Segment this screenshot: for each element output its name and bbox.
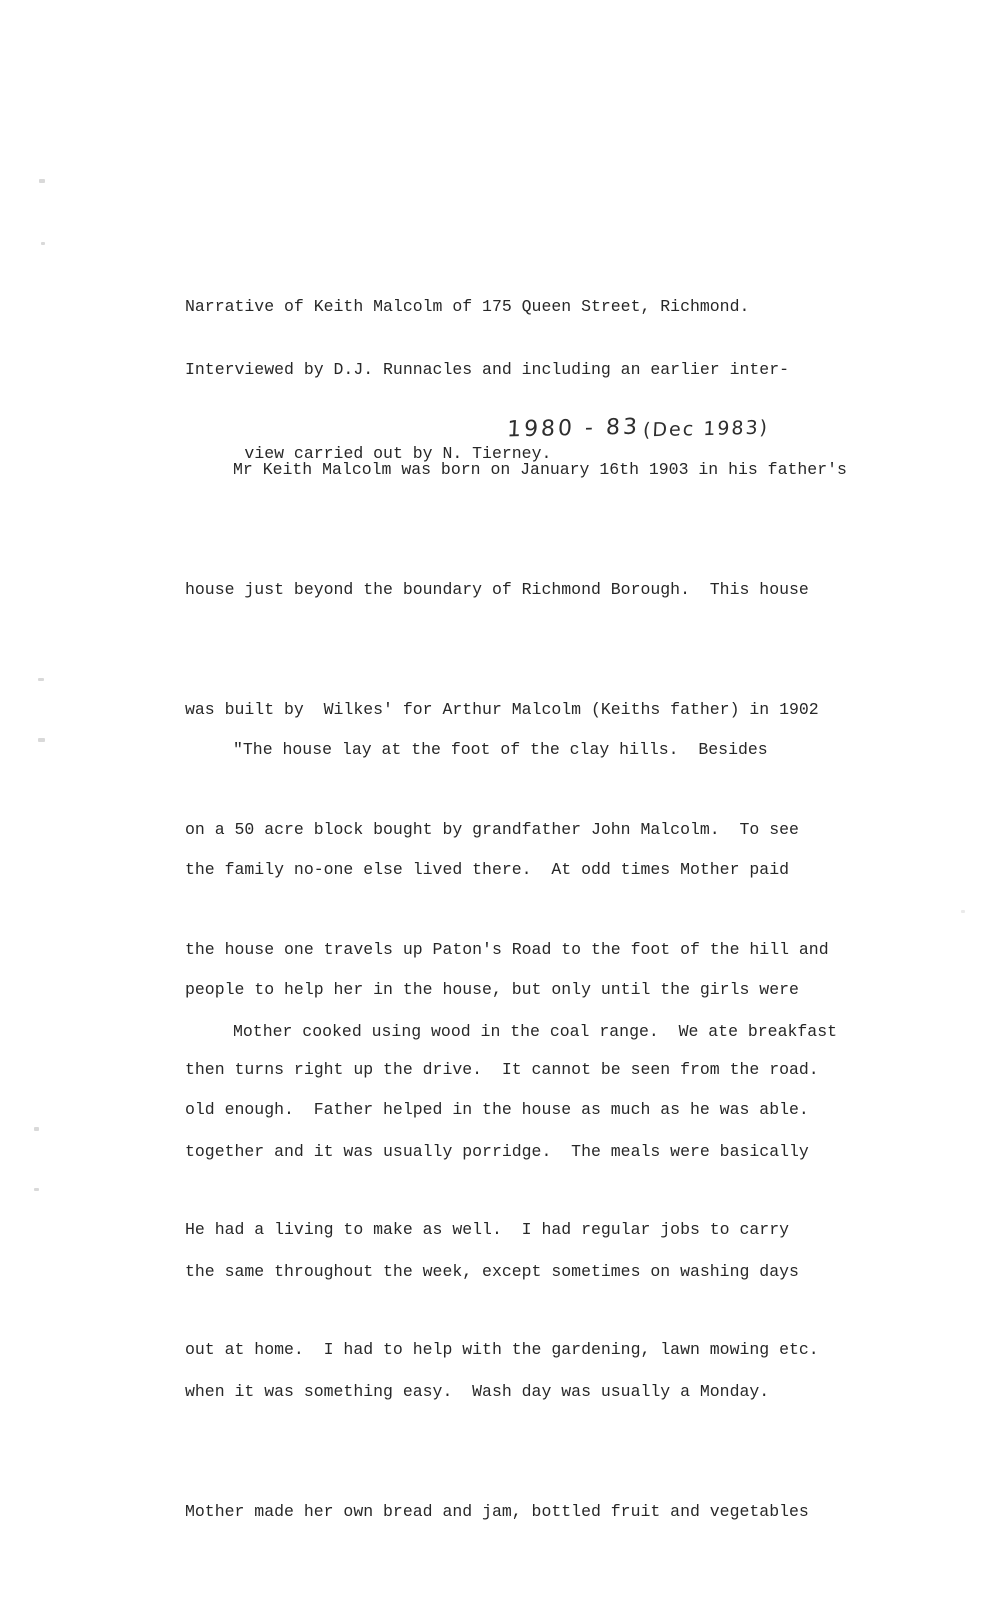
text-line: out at home. I had to help with the gardening, lawn mowing etc. xyxy=(185,1340,819,1359)
paragraph xyxy=(185,932,885,1612)
scan-speck xyxy=(34,1188,39,1191)
text-line: together and it was usually porridge. The meals were basically xyxy=(185,1142,809,1161)
text-line: was built by Wilkes' for Arthur Malcolm (Keiths father) in 1902 xyxy=(185,700,819,719)
text-line: He had a living to make as well. I had regular jobs to carry xyxy=(185,1220,789,1239)
scan-speck xyxy=(34,1127,39,1131)
text-line: then turns right up the drive. It cannot be seen from the road. xyxy=(185,1060,819,1079)
text-line: "The house lay at the foot of the clay hills. Besides xyxy=(233,740,768,759)
text-line: Mr Keith Malcolm was born on January 16th 1903 in his father's xyxy=(233,460,847,479)
scan-speck xyxy=(961,910,965,913)
header-line-text: view carried out by N. Tierney. xyxy=(244,444,552,463)
text-line: house just beyond the boundary of Richmond Borough. This house xyxy=(185,580,809,599)
text-line: old enough. Father helped in the house as much as he was able. xyxy=(185,1100,809,1119)
scan-speck xyxy=(41,242,45,245)
text-line: Mother cooked using wood in the coal range. We ate breakfast xyxy=(233,1022,837,1041)
text-line: the family no-one else lived there. At odd times Mother paid xyxy=(185,860,789,879)
header-line: Narrative of Keith Malcolm of 175 Queen Street, Richmond. xyxy=(185,297,750,316)
scan-speck xyxy=(38,738,45,742)
handwritten-date-range: 1980 - 83 xyxy=(506,414,641,443)
text-line: the house one travels up Paton's Road to the foot of the hill and xyxy=(185,940,829,959)
text-line: on a 50 acre block bought by grandfather John Malcolm. To see xyxy=(185,820,799,839)
text-line: Mother made her own bread and jam, bottled fruit and vegetables xyxy=(185,1502,809,1521)
text-line: the same throughout the week, except sometimes on washing days xyxy=(185,1262,799,1281)
scan-speck xyxy=(38,678,44,681)
header-line: Interviewed by D.J. Runnacles and including an earlier inter- xyxy=(185,360,789,379)
text-line: people to help her in the house, but only until the girls were xyxy=(185,980,799,999)
text-line: when it was something easy. Wash day was usually a Monday. xyxy=(185,1382,770,1401)
scan-speck xyxy=(39,179,45,183)
handwritten-note: (Dec 1983) xyxy=(642,416,770,442)
